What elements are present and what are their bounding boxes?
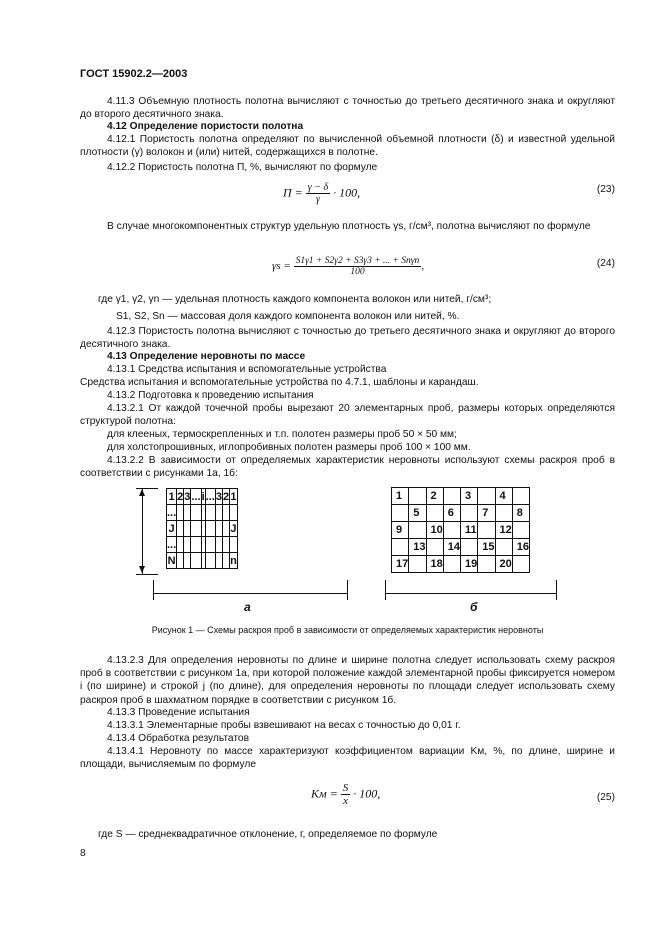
scheme-a-cell — [177, 537, 184, 553]
scheme-a-cell — [191, 505, 201, 521]
heading-4-13: 4.13 Определение неровноты по массе — [107, 351, 306, 362]
paragraph-4-13-4: 4.13.4 Обработка результатов — [107, 733, 249, 744]
eq24-tail: , — [421, 260, 425, 273]
scheme-a-cell — [177, 553, 184, 569]
scheme-b-cell: 19 — [461, 556, 478, 573]
paragraph-4-13-2-3: 4.13.2.3 Для определения неровноты по длине и ширине полотна следует использовать схему раскроя проб в соответствии с рисунком 1а, при которой положение каждой элементарной пробы фиксируется номером i (по ширине) и строкой j (по длине), для определения неровноты по площади следует использовать схему раскроя проб в шахматном порядке в соответствии с рисунком 1б. — [80, 655, 615, 706]
scheme-b-cell: 9 — [392, 522, 409, 539]
scheme-b-cell — [443, 556, 460, 573]
equation-23: Π = $\frac{\gamma - \delta}{\gamma}$ · 100, — [283, 182, 361, 205]
scheme-b-cell: 14 — [443, 539, 460, 556]
scheme-a-side-left — [153, 580, 154, 600]
scheme-b-cell: 8 — [512, 505, 529, 522]
scheme-a-cell — [184, 553, 191, 569]
paragraph-4-12-3: 4.12.3 Пористость полотна вычисляют с точностью до третьего десятичного знака и округляют до второго десятичного знака. — [80, 326, 615, 351]
scheme-b-cell — [426, 539, 443, 556]
scheme-a-cell — [191, 537, 201, 553]
scheme-b-label: б — [470, 600, 478, 614]
eq23-numerator: γ − δ — [307, 182, 329, 193]
scheme-b-cell — [443, 522, 460, 539]
figure-caption: Рисунок 1 — Схемы раскроя проб в зависимости от определяемых характеристик неровноты — [151, 625, 544, 635]
scheme-b-cell: 3 — [461, 488, 478, 505]
eq23-denominator: γ — [315, 194, 320, 205]
scheme-b-cell: 20 — [495, 556, 512, 573]
scheme-a-cell — [215, 537, 222, 553]
scheme-b-width-line — [385, 593, 557, 594]
eq25-tail: · 100, — [353, 786, 381, 801]
scheme-b-cell — [461, 539, 478, 556]
page-number: 8 — [80, 848, 86, 859]
scheme-a-cell: ... — [167, 506, 177, 519]
where-s: S1, S2, Sn — массовая доля каждого компонента волокон или нитей, %. — [116, 311, 460, 322]
scheme-a-cell — [177, 521, 184, 537]
scheme-a-cell — [222, 537, 229, 553]
arrow-down-icon — [139, 566, 145, 573]
scheme-a-side-right — [347, 580, 348, 600]
scheme-b-cell: 1 — [392, 488, 409, 505]
scheme-b-cell — [495, 505, 512, 522]
scheme-b-side-left — [385, 580, 386, 600]
scheme-b-cell — [495, 539, 512, 556]
scheme-b-cell — [409, 556, 426, 573]
paragraph-4-13-1-body: Средства испытания и вспомогательные устройства по 4.7.1, шаблоны и карандаш. — [80, 377, 479, 388]
paragraph-4-13-3: 4.13.3 Проведение испытания — [107, 707, 250, 718]
scheme-b-cell — [392, 505, 409, 522]
scheme-b-cell: 6 — [443, 505, 460, 522]
scheme-b-cell: 4 — [495, 488, 512, 505]
eq23-lhs: Π — [283, 185, 292, 200]
scheme-a-cell: 2 — [222, 490, 230, 503]
scheme-a-cell — [222, 505, 229, 521]
scheme-b-cell — [461, 505, 478, 522]
equation-23-number: (23) — [596, 184, 615, 195]
eq25-numerator: S — [342, 782, 349, 794]
scheme-b-row — [392, 488, 530, 505]
scheme-a-grid — [166, 488, 238, 569]
scheme-a-cell: 3 — [184, 490, 191, 503]
scheme-a-cell: ... — [205, 490, 215, 503]
scheme-a-cell — [184, 537, 191, 553]
equation-25: Kм = $\frac{S}{x}$ · 100, — [311, 782, 381, 807]
scheme-b-row — [392, 522, 530, 539]
scheme-a-cell — [222, 553, 229, 569]
scheme-a-cell: 1 — [230, 490, 237, 503]
paragraph-size-glued: для клееных, термоскрепленных и т.п. полотен размеры проб 50 × 50 мм; — [107, 429, 457, 440]
scheme-a-cell: J — [230, 522, 237, 535]
eq24-numerator: S1γ1 + S2γ2 + S3γ3 + ... + Snγn — [295, 256, 420, 266]
paragraph-4-13-4-1: 4.13.4.1 Неровноту по массе характеризуют коэффициентом вариации Kм, %, по длине, ширине и площади, вычисляемым по формуле — [80, 746, 615, 771]
scheme-b-cell — [478, 488, 495, 505]
scheme-b-grid — [391, 487, 530, 573]
scheme-a-cell: 3 — [215, 490, 222, 503]
paragraph-4-11-3: 4.11.3 Объемную плотность полотна вычисляют с точностью до третьего десятичного знака и округляют до второго десятичного знака. — [80, 96, 615, 121]
eq25-lhs: Kм — [311, 786, 327, 801]
scheme-a-cell — [215, 553, 222, 569]
scheme-b-row — [392, 505, 530, 522]
scheme-a-row — [167, 553, 238, 569]
scheme-b-cell — [478, 556, 495, 573]
scheme-a-cell — [230, 505, 238, 521]
paragraph-4-13-2-2: 4.13.2.2 В зависимости от определяемых характеристик неровноты используют схемы раскроя проб в соответствии с рисунками 1а, 1б: — [80, 455, 615, 480]
scheme-a-cell: i — [201, 490, 205, 503]
arrow-up-icon — [139, 489, 145, 496]
paragraph-size-stitched: для холстопрошивных, иглопробивных полотен размеры проб 100 × 100 мм. — [107, 442, 471, 453]
scheme-b-cell — [512, 522, 529, 539]
page-header: ГОСТ 15902.2—2003 — [80, 68, 188, 80]
paragraph-4-12-1: 4.12.1 Пористость полотна определяют по вычисленной объемной плотности (δ) и известной удельной плотности (γ) волокон и (или) нитей, содержащихся в полотне. — [80, 134, 615, 159]
equation-25-number: (25) — [596, 792, 615, 803]
scheme-b-cell: 13 — [409, 539, 426, 556]
scheme-a-row — [167, 489, 238, 505]
scheme-b-cell: 11 — [461, 522, 478, 539]
scheme-a-label: а — [244, 600, 251, 614]
dimension-tick-bottom — [136, 574, 158, 575]
paragraph-multicomponent: В случае многокомпонентных структур удельную плотность γs, г/см³, полотна вычисляют по формуле — [107, 221, 591, 232]
scheme-b-cell — [478, 522, 495, 539]
paragraph-4-12-2: 4.12.2 Пористость полотна Π, %, вычисляют по формуле — [107, 162, 378, 173]
scheme-b-row — [392, 556, 530, 573]
scheme-b-cell — [512, 488, 529, 505]
scheme-b-cell — [426, 505, 443, 522]
scheme-a-cell — [205, 553, 215, 569]
scheme-a-cell — [215, 505, 222, 521]
scheme-a-cell — [177, 505, 184, 521]
scheme-a-cell — [184, 521, 191, 537]
scheme-a-cell — [230, 537, 238, 553]
scheme-a-cell — [191, 553, 201, 569]
scheme-b-cell: 16 — [512, 539, 529, 556]
scheme-a-cell — [184, 505, 191, 521]
scheme-a-cell: ... — [167, 538, 177, 551]
scheme-b-cell — [392, 539, 409, 556]
scheme-a-cell — [205, 505, 215, 521]
scheme-b-cell: 17 — [392, 556, 409, 573]
where-gamma: где γ1, γ2, γn — удельная плотность каждого компонента волокон или нитей, г/см³; — [98, 294, 492, 305]
dimension-vertical — [142, 488, 143, 574]
scheme-a-cell: 2 — [177, 490, 184, 503]
where-s-deviation: где S — среднеквадратичное отклонение, г, определяемое по формуле — [98, 829, 438, 840]
scheme-a-cell — [205, 537, 215, 553]
scheme-b-cell: 5 — [409, 505, 426, 522]
scheme-b-cell — [409, 522, 426, 539]
scheme-b-cell: 10 — [426, 522, 443, 539]
paragraph-4-13-2: 4.13.2 Подготовка к проведению испытания — [107, 390, 314, 401]
scheme-a-cell — [222, 521, 229, 537]
scheme-b-cell: 2 — [426, 488, 443, 505]
eq25-denominator: x — [343, 795, 348, 807]
eq24-lhs: γs — [272, 260, 281, 273]
scheme-a-cell: 1 — [167, 489, 177, 505]
scheme-b-cell: 18 — [426, 556, 443, 573]
scheme-a-row — [167, 521, 238, 537]
paragraph-4-13-1: 4.13.1 Средства испытания и вспомогательные устройства — [107, 364, 387, 375]
scheme-a-cell: N — [167, 554, 176, 567]
eq23-tail: · 100, — [333, 185, 361, 200]
scheme-b-row — [392, 539, 530, 556]
equation-24: γs = $\frac{\text{S1γ1 + S2γ2 + S3γ3 + ... + Snγn}}{100}$ , — [272, 256, 425, 277]
eq24-denominator: 100 — [350, 267, 365, 277]
scheme-b-cell — [443, 488, 460, 505]
paragraph-4-13-3-1: 4.13.3.1 Элементарные пробы взвешивают на весах с точностью до 0,01 г. — [107, 720, 461, 731]
scheme-b-cell — [409, 488, 426, 505]
scheme-b-cell: 7 — [478, 505, 495, 522]
equation-24-number: (24) — [596, 258, 615, 269]
scheme-a-cell: ... — [191, 490, 201, 503]
scheme-b-cell: 15 — [478, 539, 495, 556]
heading-4-12: 4.12 Определение пористости полотна — [107, 121, 304, 132]
scheme-a-cell — [215, 521, 222, 537]
scheme-b-cell — [512, 556, 529, 573]
scheme-a-width-line — [153, 593, 348, 594]
scheme-a-cell — [205, 521, 215, 537]
scheme-a-row — [167, 537, 238, 553]
paragraph-4-13-2-1: 4.13.2.1 От каждой точечной пробы вырезают 20 элементарных проб, размеры которых определяются структурой полотна: — [80, 403, 615, 428]
scheme-a-cell: n — [230, 554, 237, 567]
scheme-a-row — [167, 505, 238, 521]
scheme-a-cell — [191, 521, 201, 537]
scheme-b-side-right — [556, 580, 557, 600]
scheme-b-cell: 12 — [495, 522, 512, 539]
scheme-a-cell: J — [167, 521, 177, 537]
